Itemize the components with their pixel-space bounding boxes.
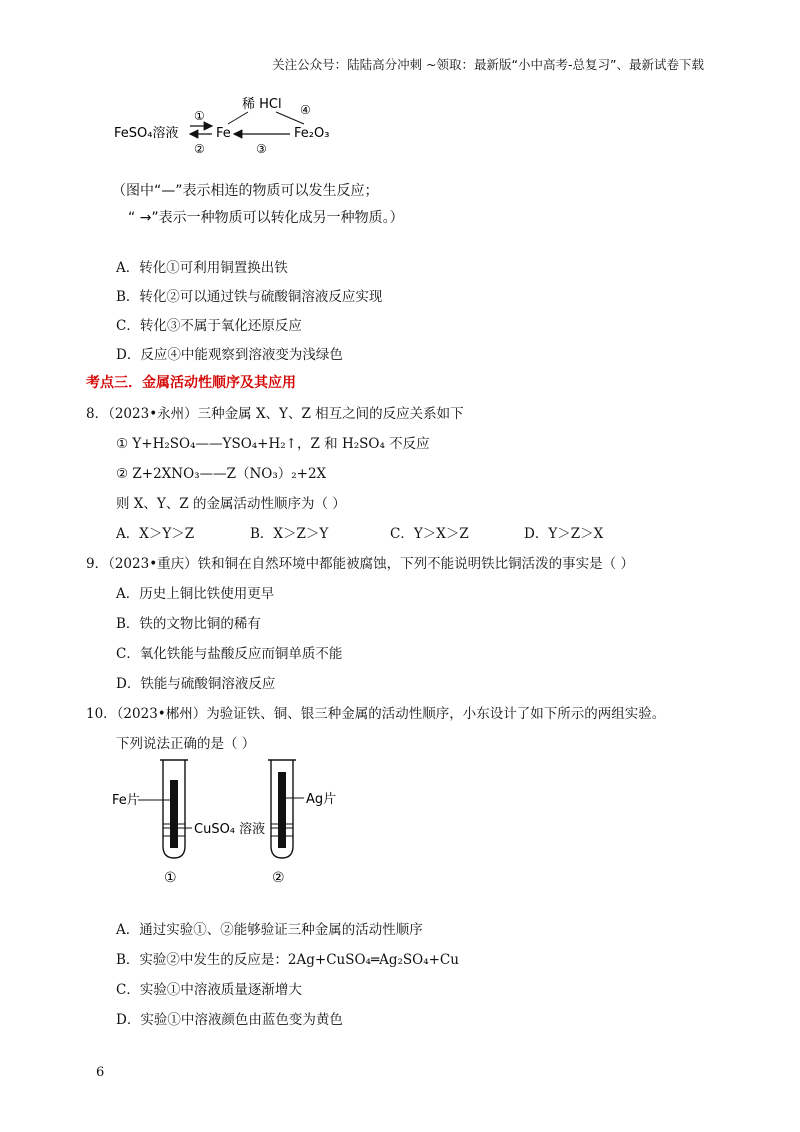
hcl-fe-line [228,112,248,124]
q9-option-a: A．历史上铜比铁使用更早 [116,586,275,602]
q7-option-b: B．转化②可以通过铁与硫酸铜溶液反应实现 [116,289,383,305]
q8-stem: 8．（2023•永州）三种金属 X、Y、Z 相互之间的反应关系如下 [86,406,464,422]
q10-option-a: A．通过实验①、②能够验证三种金属的活动性顺序 [116,922,423,938]
ag-label: Ag片 [306,792,337,807]
num-4: ④ [300,103,311,117]
q8-eq1: ① Y+H₂SO₄——YSO₄+H₂↑，Z 和 H₂SO₄ 不反应 [116,436,430,452]
fe-strip [170,780,178,848]
test-tube-diagram [108,758,368,890]
num-1: ① [194,109,205,123]
q10-option-d: D．实验①中溶液颜色由蓝色变为黄色 [116,1012,343,1028]
fe-label: Fe片 [112,793,140,808]
page-number: 6 [96,1065,105,1080]
q8-option-b: B．X＞Z＞Y [250,526,329,542]
q9-option-d: D．铁能与硫酸铜溶液反应 [116,676,276,692]
fe2o3-label: Fe₂O₃ [294,126,330,141]
q9-option-b: B．铁的文物比铜的稀有 [116,616,261,632]
legend-line-2: “ →”表示一种物质可以转化成另一种物质。） [128,210,404,226]
tube-1-number: ① [164,870,177,886]
q10-option-c: C．实验①中溶液质量逐渐增大 [116,982,302,998]
tube-2-number: ② [272,870,285,886]
q7-option-d: D．反应④中能观察到溶液变为浅绿色 [116,347,343,363]
q7-option-c: C．转化③不属于氧化还原反应 [116,318,302,334]
ag-strip [278,772,286,848]
q10-ask: 下列说法正确的是（ ） [116,736,256,752]
q7-option-a: A．转化①可利用铜置换出铁 [116,260,288,276]
q8-eq2: ② Z+2XNO₃——Z（NO₃）₂+2X [116,466,327,482]
feso4-label: FeSO₄溶液 [114,126,179,141]
q8-option-a: A．X＞Y＞Z [116,526,195,542]
num-3: ③ [256,142,267,156]
fe-label: Fe [216,126,231,141]
q8-ask: 则 X、Y、Z 的金属活动性顺序为（ ） [116,496,346,512]
section-title: 考点三．金属活动性顺序及其应用 [86,375,296,391]
q9-option-c: C．氧化铁能与盐酸反应而铜单质不能 [116,646,343,662]
num-2: ② [194,142,205,156]
solution-label: CuSO₄ 溶液 [194,822,266,837]
q8-option-d: D．Y＞Z＞X [524,526,604,542]
page-header: 关注公众号：陆陆高分冲刺 ~领取：最新版“小中高考-总复习”、最新试卷下载 [272,57,704,72]
q9-stem: 9．（2023•重庆）铁和铜在自然环境中都能被腐蚀，下列不能说明铁比铜活泼的事实是（ ） [86,556,634,572]
q8-option-c: C．Y＞X＞Z [390,526,469,542]
q10-stem: 10．（2023•郴州）为验证铁、铜、银三种金属的活动性顺序，小东设计了如下所示的两组实验。 [86,706,666,722]
reaction-diagram [108,90,368,162]
legend-line-1: （图中“—”表示相连的物质可以发生反应； [112,183,379,199]
q10-option-b: B．实验②中发生的反应是：2Ag+CuSO₄═Ag₂SO₄+Cu [116,952,459,968]
hcl-label: 稀 HCl [242,97,282,112]
